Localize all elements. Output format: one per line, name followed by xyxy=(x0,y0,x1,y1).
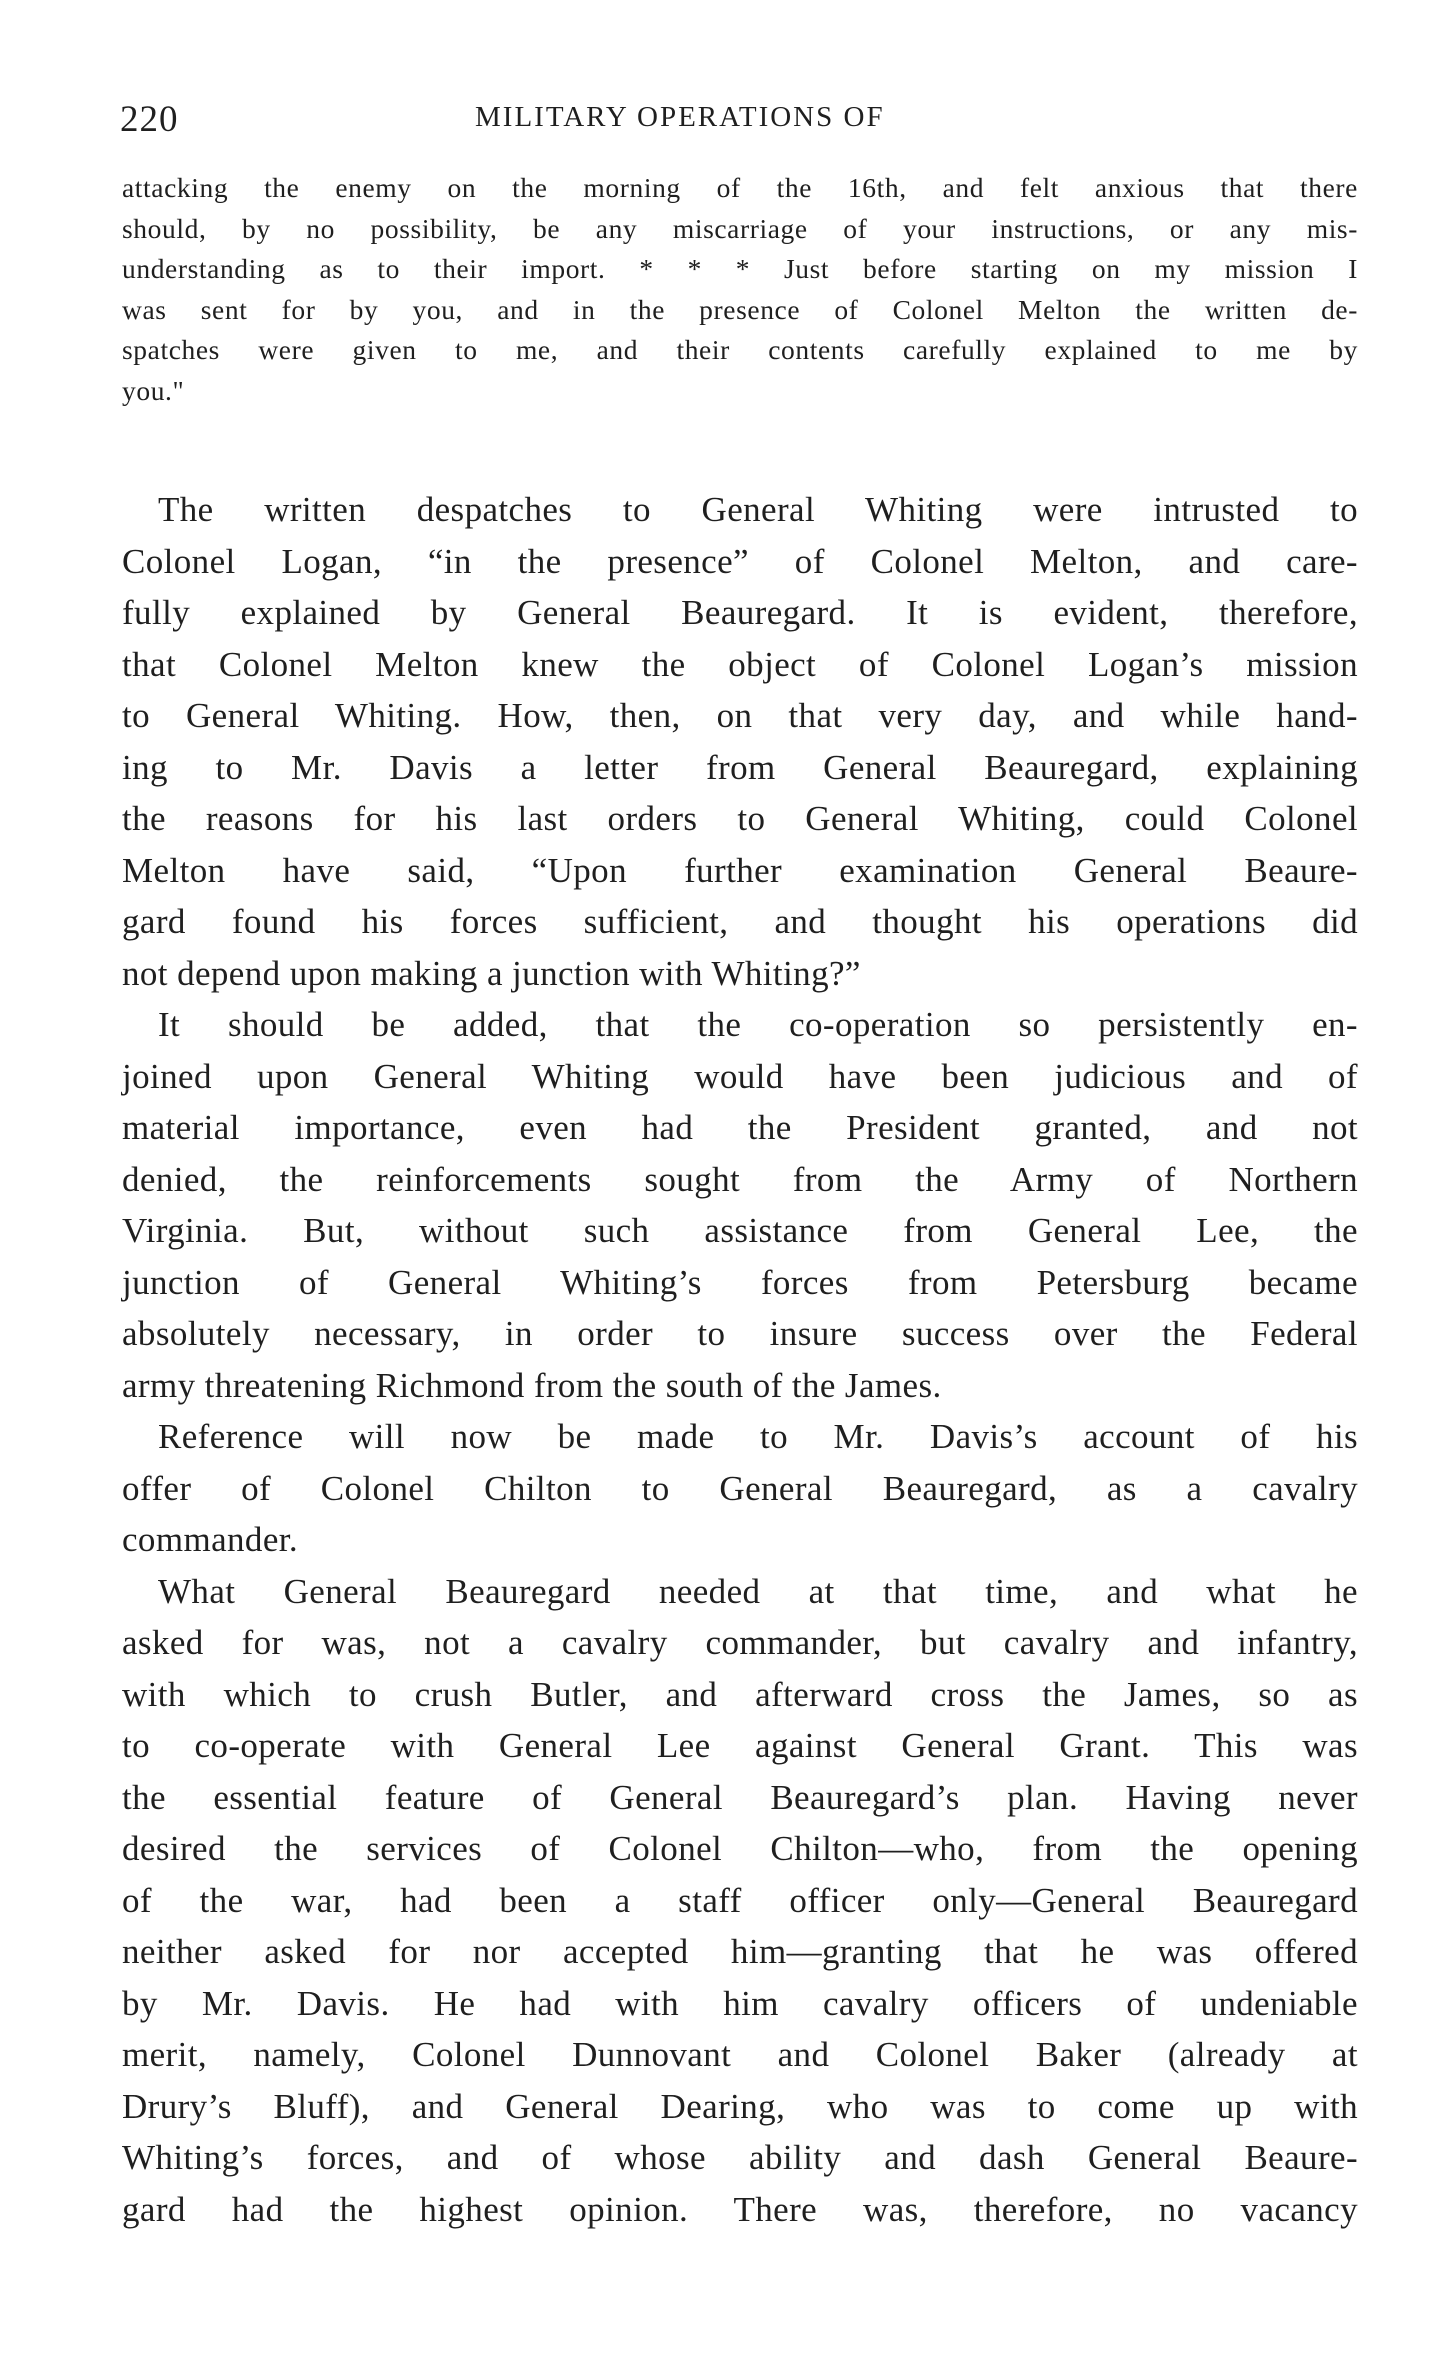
text-line: not depend upon making a junction with Whiting?” xyxy=(122,953,861,993)
quote-line: spatches were given to me, and their contents carefully explained to me by xyxy=(122,334,1358,365)
text-line: What General Beauregard needed at that time, and what he xyxy=(158,1571,1358,1611)
quote-line: you." xyxy=(122,374,185,406)
quote-line: understanding as to their import. * * * Just before starting on my mission I xyxy=(122,253,1358,284)
text-line: the essential feature of General Beauregard’s plan. Having never xyxy=(122,1777,1358,1817)
text-line: with which to crush Butler, and afterward cross the James, so as xyxy=(122,1674,1358,1714)
text-line: desired the services of Colonel Chilton—who, from the opening xyxy=(122,1829,1358,1868)
text-line: junction of General Whiting’s forces from Petersburg became xyxy=(122,1262,1358,1302)
text-line: It should be added, that the co-operation so persistently en- xyxy=(158,1005,1358,1044)
paragraph xyxy=(122,999,1358,1411)
text-line: of the war, had been a staff officer only—General Beauregard xyxy=(122,1880,1358,1920)
text-line: gard had the highest opinion. There was, therefore, no vacancy xyxy=(122,2189,1358,2229)
text-line: to General Whiting. How, then, on that very day, and while hand- xyxy=(122,696,1358,735)
running-title: MILITARY OPERATIONS OF xyxy=(475,101,885,133)
paragraph xyxy=(122,484,1358,999)
text-line: Virginia. But, without such assistance from General Lee, the xyxy=(122,1211,1358,1250)
text-line: that Colonel Melton knew the object of Colonel Logan’s mission xyxy=(122,644,1358,684)
running-head xyxy=(120,98,1360,144)
text-line: merit, namely, Colonel Dunnovant and Colonel Baker (already at xyxy=(122,2035,1358,2074)
quote-line: was sent for by you, and in the presence of Colonel Melton the written de- xyxy=(122,293,1358,325)
text-line: absolutely necessary, in order to insure success over the Federal xyxy=(122,1314,1358,1353)
text-line: fully explained by General Beauregard. It is evident, therefore, xyxy=(122,593,1358,632)
text-line: by Mr. Davis. He had with him cavalry officers of undeniable xyxy=(122,1983,1358,2023)
text-line: Drury’s Bluff), and General Dearing, who was to come up with xyxy=(122,2086,1358,2126)
text-line: asked for was, not a cavalry commander, but cavalry and infantry, xyxy=(122,1623,1358,1662)
quoted-passage xyxy=(122,168,1358,411)
quote-line: attacking the enemy on the morning of the 16th, and felt anxious that there xyxy=(122,172,1358,203)
body-text xyxy=(122,484,1358,2235)
text-line: army threatening Richmond from the south of the James. xyxy=(122,1365,942,1405)
text-line: Melton have said, “Upon further examination General Beaure- xyxy=(122,850,1358,890)
text-line: Whiting’s forces, and of whose ability and dash General Beaure- xyxy=(122,2138,1358,2177)
text-line: offer of Colonel Chilton to General Beauregard, as a cavalry xyxy=(122,1468,1358,1508)
text-line: commander. xyxy=(122,1520,299,1559)
paragraph xyxy=(122,1566,1358,2236)
text-line: neither asked for nor accepted him—granting that he was offered xyxy=(122,1932,1358,1971)
quote-line: should, by no possibility, be any miscarriage of your instructions, or any mis- xyxy=(122,212,1358,244)
text-line: to co-operate with General Lee against General Grant. This was xyxy=(122,1726,1358,1765)
text-line: joined upon General Whiting would have been judicious and of xyxy=(122,1056,1358,1096)
text-line: Colonel Logan, “in the presence” of Colonel Melton, and care- xyxy=(122,541,1358,581)
text-line: the reasons for his last orders to General Whiting, could Colonel xyxy=(122,799,1358,838)
page-number: 220 xyxy=(120,99,179,140)
text-line: The written despatches to General Whiting were intrusted to xyxy=(158,490,1358,529)
text-line: ing to Mr. Davis a letter from General Beauregard, explaining xyxy=(122,747,1358,787)
text-line: material importance, even had the President granted, and not xyxy=(122,1108,1358,1147)
paragraph xyxy=(122,1411,1358,1566)
text-line: denied, the reinforcements sought from the Army of Northern xyxy=(122,1159,1358,1199)
text-line: Reference will now be made to Mr. Davis’s account of his xyxy=(158,1417,1358,1456)
text-line: gard found his forces sufficient, and thought his operations did xyxy=(122,902,1358,941)
